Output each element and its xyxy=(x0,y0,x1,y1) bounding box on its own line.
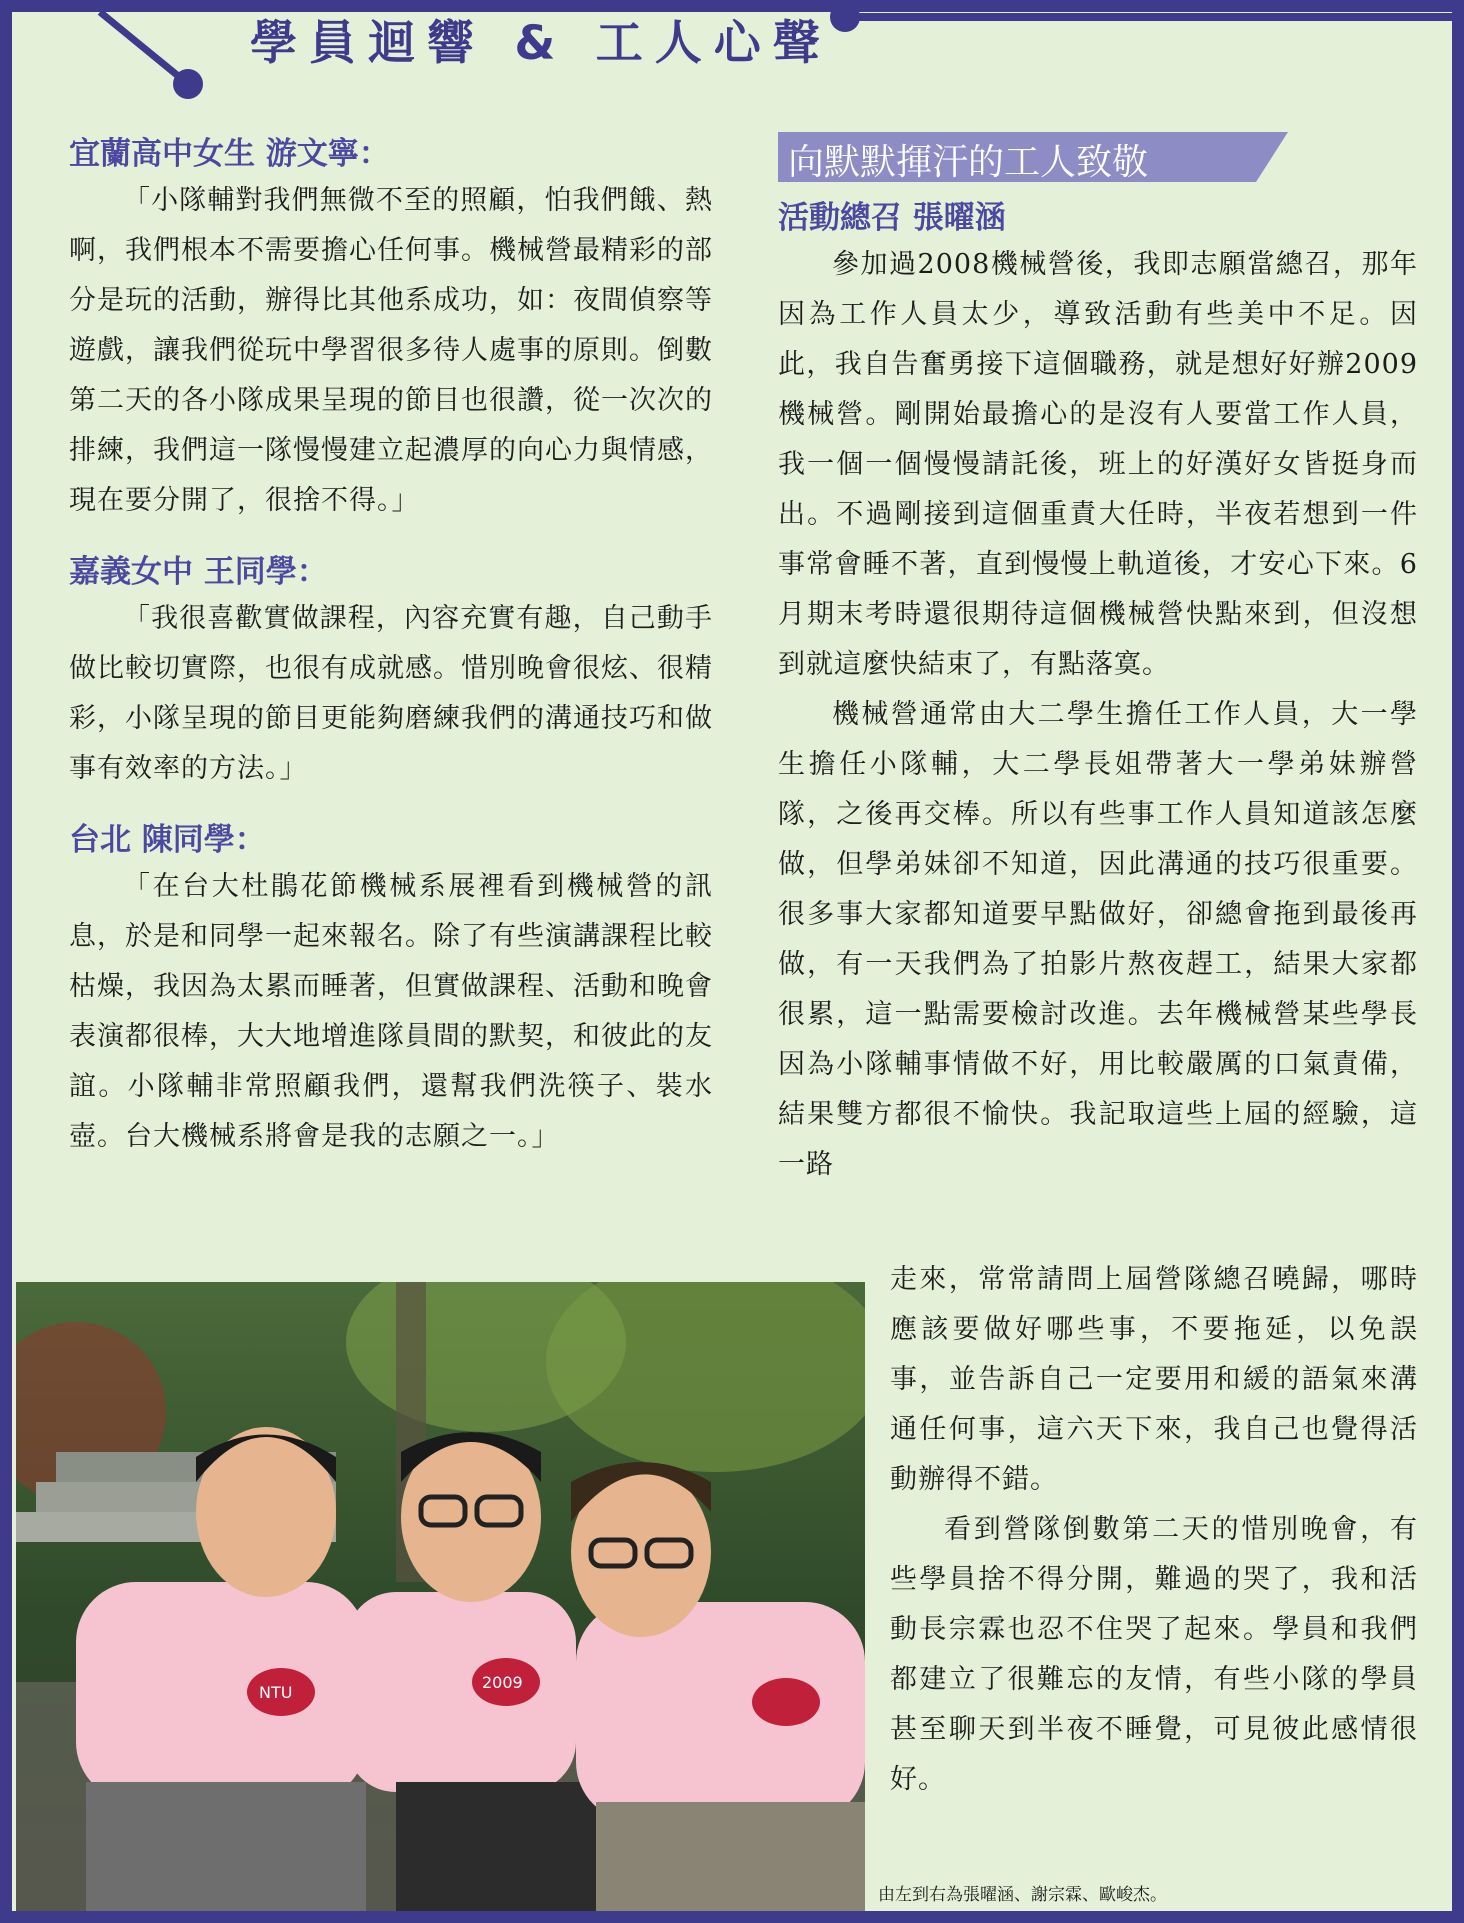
testimonial-text: 「我很喜歡實做課程，內容充實有趣，自己動手做比較切實際，也很有成就感。惜別晚會很炫、很精彩，小隊呈現的節目更能夠磨練我們的溝通技巧和做事有效率的方法。」 xyxy=(69,603,713,784)
testimonials-column xyxy=(69,132,713,1162)
author-heading: 活動總召 張曜涵 xyxy=(778,200,1006,236)
testimonial-text: 「在台大杜鵑花節機械系展裡看到機械營的訊息，於是和同學一起來報名。除了有些演講課程比較枯燥，我因為太累而睡著，但實做課程、活動和晚會表演都很棒，大大地增進隊員間的默契，和彼此的友誼。小隊輔非常照顧我們，還幫我們洗筷子、裝水壺。台大機械系將會是我的志願之一。」 xyxy=(69,871,713,1152)
banner-title: 向默默揮汗的工人致敬 xyxy=(788,142,1149,183)
organizer-column xyxy=(778,132,1418,1190)
page-title: 學員迴響 & 工人心聲 xyxy=(250,16,832,71)
organizer-column-continued xyxy=(890,1255,1418,1805)
testimonial-heading: 嘉義女中 王同學： xyxy=(69,554,328,590)
testimonial-3 xyxy=(69,818,713,1162)
article-paragraph: 走來，常常請問上屆營隊總召曉歸，哪時應該要做好哪些事，不要拖延，以免誤事，並告訴自己一定要用和緩的語氣來溝通任何事，這六天下來，我自己也覺得活動辦得不錯。 xyxy=(890,1264,1418,1495)
header-dot-right xyxy=(830,12,860,32)
testimonial-heading: 台北 陳同學： xyxy=(69,822,266,858)
section-banner xyxy=(778,132,1288,182)
article-paragraph: 機械營通常由大二學生擔任工作人員，大一學生擔任小隊輔，大二學長姐帶著大一學弟妹辦營隊，之後再交棒。所以有些事工作人員知道該怎麼做，但學弟妹卻不知道，因此溝通的技巧很重要。很多事大家都知道要早點做好，卻總會拖到最後再做，有一天我們為了拍影片熬夜趕工，結果大家都很累，這一點需要檢討改進。去年機械營某些學長因為小隊輔事情做不好，用比較嚴厲的口氣責備，結果雙方都很不愉快。我記取這些上屆的經驗，這一路 xyxy=(778,699,1418,1180)
photo-caption: 由左到右為張曜涵、謝宗霖、歐峻杰。 xyxy=(878,1885,1167,1905)
shirt-logo-text: 2009 xyxy=(482,1673,523,1692)
shirt-logo-text: NTU xyxy=(259,1683,293,1702)
testimonial-heading: 宜蘭高中女生 游文寧： xyxy=(69,136,390,172)
article-paragraph: 參加過2008機械營後，我即志願當總召，那年因為工作人員太少，導致活動有些美中不足。因此，我自告奮勇接下這個職務，就是想好好辦2009機械營。剛開始最擔心的是沒有人要當工作人員，我一個一個慢慢請託後，班上的好漢好女皆挺身而出。不過剛接到這個重責大任時，半夜若想到一件事常會睡不著，直到慢慢上軌道後，才安心下來。6月期末考時還很期待這個機械營快點來到，但沒想到就這麼快結束了，有點落寞。 xyxy=(778,249,1418,680)
header-dot-left xyxy=(173,69,203,99)
group-photo xyxy=(16,1282,865,1923)
testimonial-text: 「小隊輔對我們無微不至的照顧，怕我們餓、熱啊，我們根本不需要擔心任何事。機械營最精彩的部分是玩的活動，辦得比其他系成功，如：夜間偵察等遊戲，讓我們從玩中學習很多待人處事的原則。倒數第二天的各小隊成果呈現的節目也很讚，從一次次的排練，我們這一隊慢慢建立起濃厚的向心力與情感，現在要分開了，很捨不得。」 xyxy=(69,185,713,516)
testimonial-1 xyxy=(69,132,713,526)
testimonial-2 xyxy=(69,550,713,794)
article-paragraph: 看到營隊倒數第二天的惜別晚會，有些學員捨不得分開，難過的哭了，我和活動長宗霖也忍不住哭了起來。學員和我們都建立了很難忘的友情，有些小隊的學員甚至聊天到半夜不睡覺，可見彼此感情很好。 xyxy=(890,1514,1418,1795)
